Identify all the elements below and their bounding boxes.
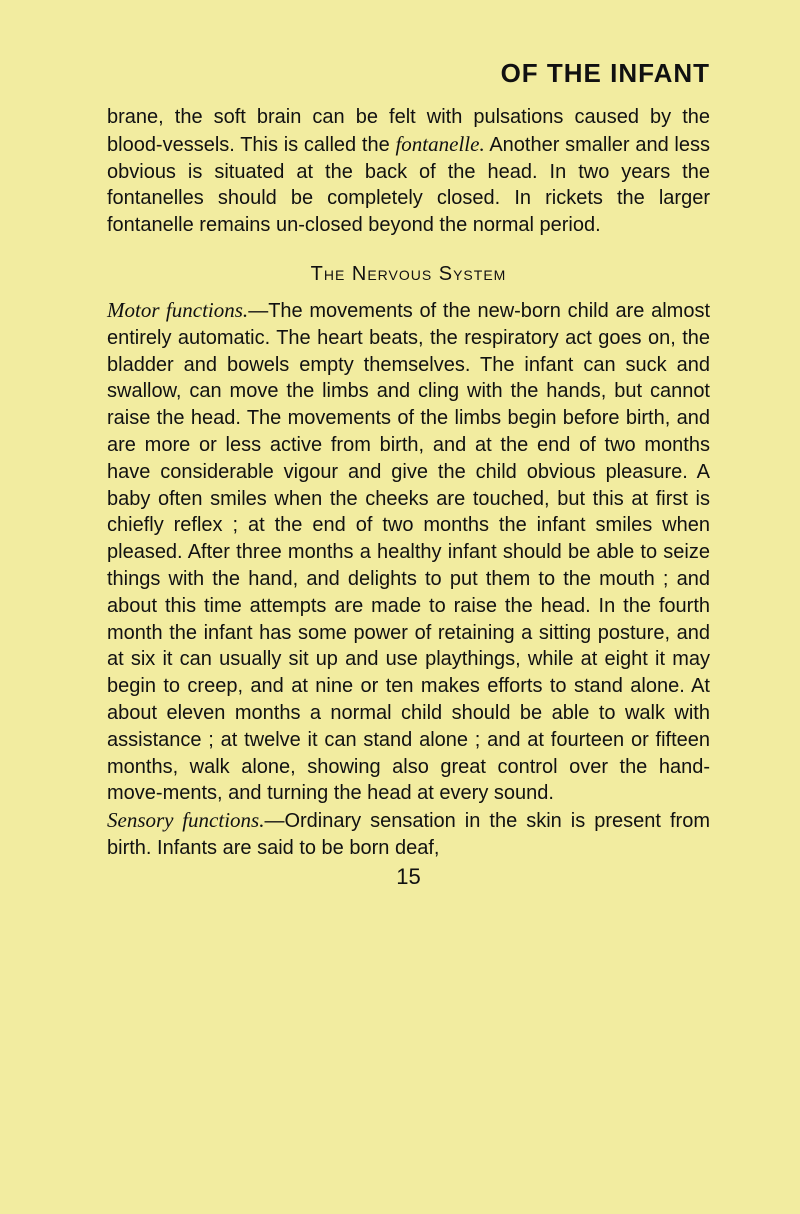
paragraph-text: —The movements of the new-born child are almost entirely automatic. The heart beats, the respiratory act goes on, the bladder and bowels empty themselves. The infant can suck and swallow, can move the limbs and cling with the hands, but cannot raise the head. The movements of the limbs begin before birth, and are more or less active from birth, and at the end of two months have considerable vigour and give the child obvious pleasure. A baby often smiles when the cheeks are touched, but this at first is chiefly reflex ; at the end of two months the infant smiles when pleased. After three months a healthy infant should be able to seize things with the hand, and delights to put them to the mouth ; and about this time attempts are made to raise the head. In the fourth month the infant has some power of retaining a sitting posture, and at six it can usually sit up and use playthings, while at eight it may begin to creep, and at nine or ten makes efforts to stand alone. At about eleven months a normal child should be able to walk with assistance ; at twelve it can stand alone ; and at fourteen or fifteen months, walk alone, showing also great control over the hand-move-ments, and turning the head at every sound.: [107, 299, 710, 805]
sensory-functions-label: Sensory functions.: [107, 808, 265, 833]
page-body: [107, 58, 710, 890]
paragraph-motor-functions: [107, 297, 710, 807]
page-number: 15: [396, 863, 421, 889]
paragraph-text: Another smaller and less obvious is situated at the back of the head. In two years the fontanelles should be completely closed. In rickets the larger fontanelle remains un-closed beyond the normal period.: [107, 133, 710, 237]
paragraph-text: —Ordinary sensation in the skin is present from birth. Infants are said to be born deaf,: [107, 810, 710, 859]
motor-functions-label: Motor functions.: [107, 297, 249, 322]
paragraph-fontanelle: [107, 104, 710, 239]
paragraph-text: brane, the soft brain can be felt with pulsations caused by the blood-vessels. This is called the: [107, 106, 710, 156]
paragraph-sensory-functions: [107, 807, 710, 862]
section-heading: The Nervous System: [310, 262, 507, 285]
fontanelle-term: fontanelle.: [395, 131, 485, 156]
running-head: OF THE INFANT: [500, 58, 710, 88]
